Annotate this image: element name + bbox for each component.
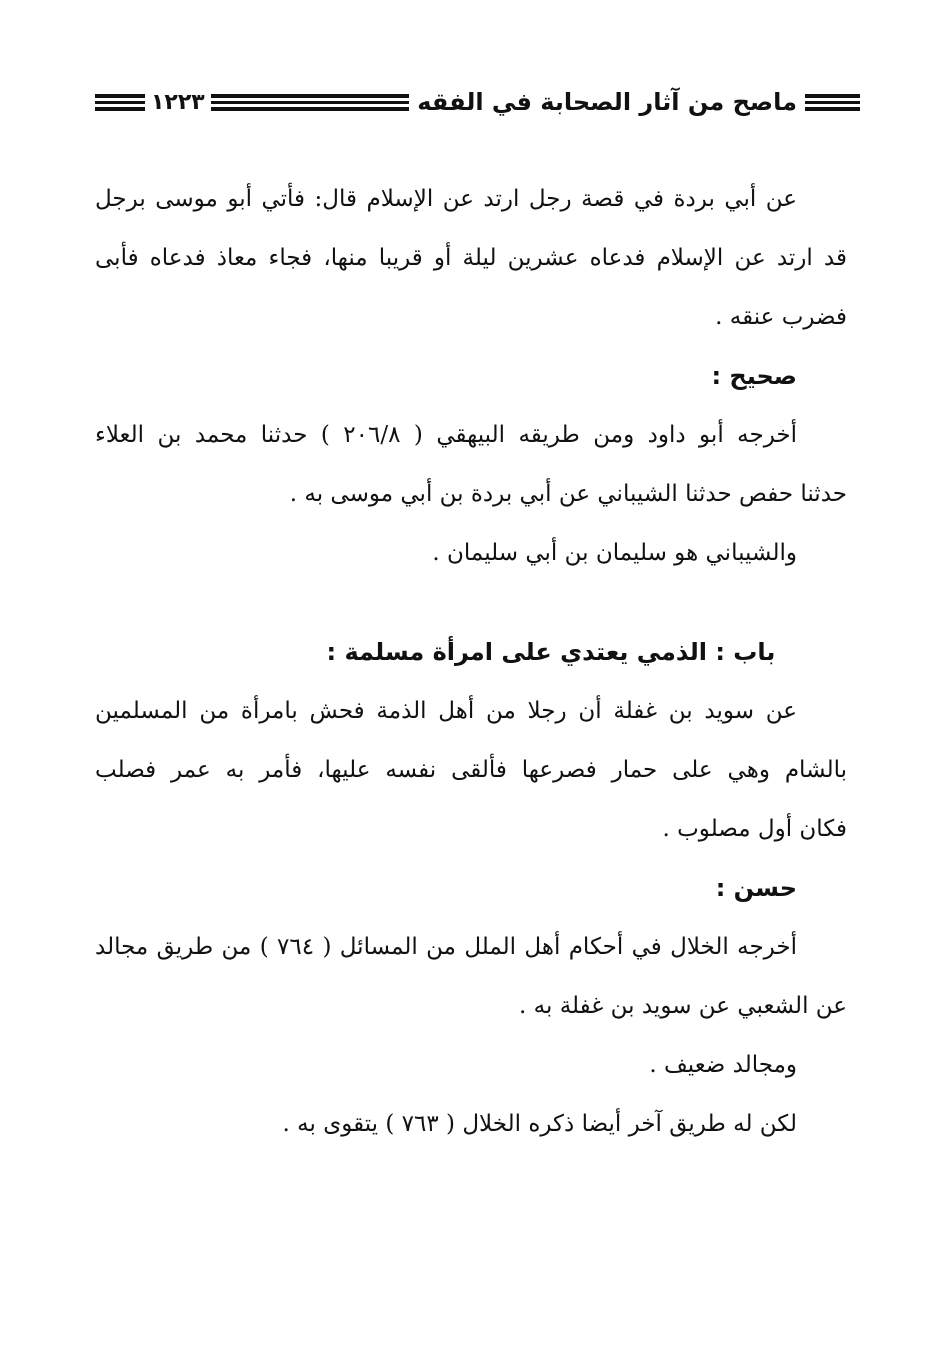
page-number: ١٢٢٣: [151, 89, 205, 115]
body-line: فضرب عنقه .: [715, 304, 847, 330]
body-line: عن أبي بردة في قصة رجل ارتد عن الإسلام قال: فأتي أبو موسى برجل: [95, 186, 797, 212]
rule-line: [211, 107, 410, 111]
header-rule-middle: [211, 94, 410, 111]
body-line: حدثنا حفص حدثنا الشيباني عن أبي بردة بن أبي موسى به .: [289, 481, 847, 507]
page-body: [95, 170, 847, 1154]
body-line: أخرجه أبو داود ومن طريقه البيهقي ( ٢٠٦/٨ ) حدثنا محمد بن العلاء: [95, 422, 797, 448]
header-rule-left: [95, 94, 145, 111]
grade-heading: صحيح :: [711, 362, 797, 390]
grade-heading: حسن :: [715, 874, 797, 902]
rule-line: [805, 94, 860, 98]
header-rule-right: [805, 94, 860, 111]
rule-line: [211, 101, 410, 104]
rule-line: [95, 107, 145, 111]
body-line: لكن له طريق آخر أيضا ذكره الخلال ( ٧٦٣ ) يتقوى به .: [282, 1111, 797, 1137]
page-header: [95, 82, 860, 122]
body-line: بالشام وهي على حمار فصرعها فألقى نفسه عليها، فأمر به عمر فصلب: [95, 757, 847, 783]
body-line: عن سويد بن غفلة أن رجلا من أهل الذمة فحش بامرأة من المسلمين: [95, 698, 797, 724]
body-line: قد ارتد عن الإسلام فدعاه عشرين ليلة أو قريبا منها، فجاء معاذ فدعاه فأبى: [95, 245, 847, 271]
running-title: ماصح من آثار الصحابة في الفقه: [417, 88, 797, 116]
body-line: ومجالد ضعيف .: [649, 1052, 797, 1078]
rule-line: [211, 94, 410, 98]
body-line: والشيباني هو سليمان بن أبي سليمان .: [432, 540, 797, 566]
section-gap: [95, 583, 847, 623]
rule-line: [805, 107, 860, 111]
chapter-heading: باب : الذمي يعتدي على امرأة مسلمة :: [326, 638, 776, 666]
body-line: عن الشعبي عن سويد بن غفلة به .: [519, 993, 847, 1019]
rule-line: [95, 101, 145, 104]
body-line: فكان أول مصلوب .: [662, 816, 847, 842]
body-line: أخرجه الخلال في أحكام أهل الملل من المسائل ( ٧٦٤ ) من طريق مجالد: [95, 934, 797, 960]
rule-line: [95, 94, 145, 98]
rule-line: [805, 101, 860, 104]
